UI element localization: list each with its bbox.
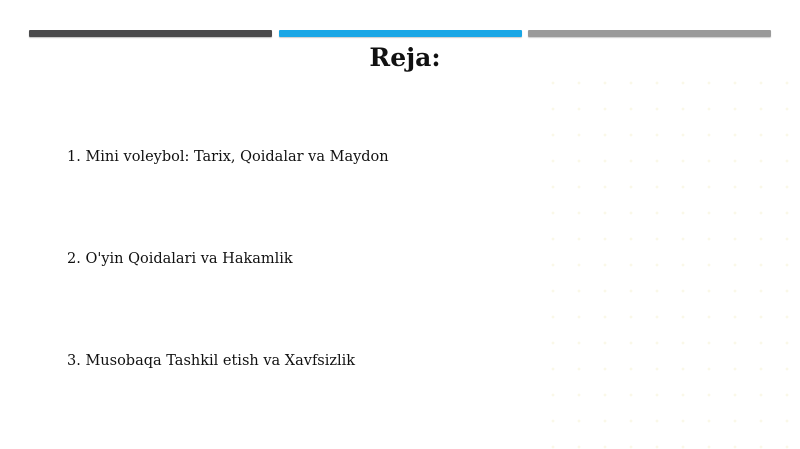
header-bar-dark <box>29 30 272 37</box>
plan-item-2: 2. O'yin Qoidalari va Hakamlik <box>67 251 293 267</box>
header-bar-gray <box>528 30 771 37</box>
slide-title: Reja: <box>369 43 441 72</box>
plan-item-3: 3. Musobaqa Tashkil etish va Xavfsizlik <box>67 353 356 369</box>
header-bar-blue <box>279 30 522 37</box>
decorative-dot-pattern <box>540 70 800 449</box>
plan-item-1: 1. Mini voleybol: Tarix, Qoidalar va Maydon <box>67 149 389 165</box>
